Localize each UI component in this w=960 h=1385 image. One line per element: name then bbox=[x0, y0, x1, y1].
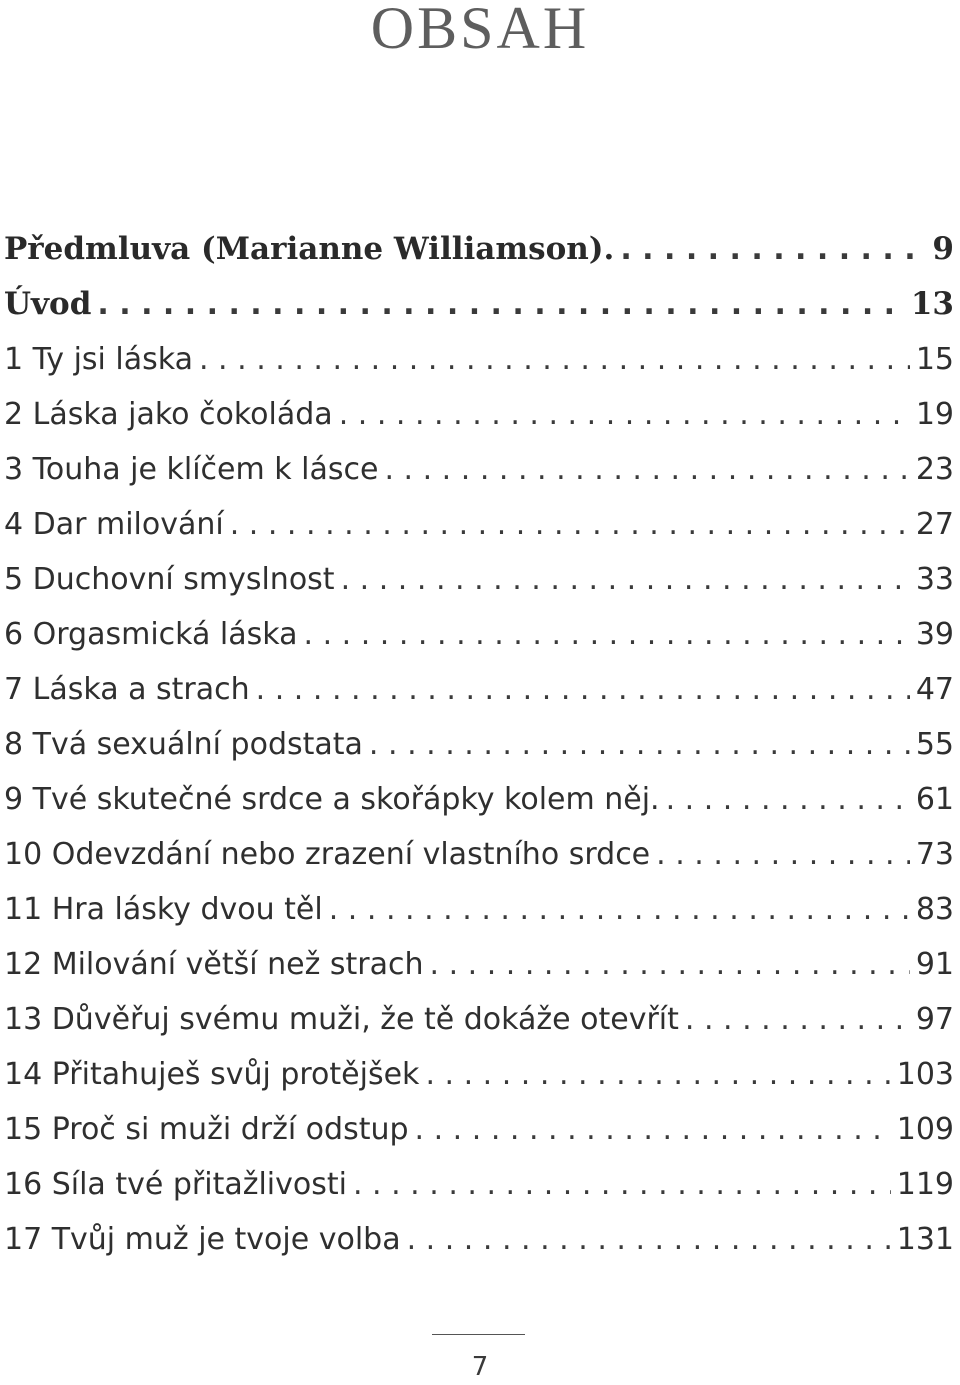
toc-entry-label: 7 Láska a strach bbox=[4, 672, 250, 707]
toc-entry-label: 17 Tvůj muž je tvoje volba bbox=[4, 1222, 401, 1257]
toc-entry-page: 33 bbox=[915, 562, 954, 597]
toc-leader-dots bbox=[339, 387, 910, 442]
toc-entry-label: 10 Odevzdání nebo zrazení vlastního srdce bbox=[4, 837, 651, 872]
toc-entry-page: 109 bbox=[896, 1112, 954, 1147]
toc-entry-chapter-9[interactable] bbox=[4, 772, 954, 827]
toc-entry-chapter-6[interactable] bbox=[4, 607, 954, 662]
toc-entry-page: 55 bbox=[915, 727, 954, 762]
toc-leader-dots bbox=[656, 827, 910, 882]
toc-leader-dots bbox=[230, 497, 910, 552]
toc-entry-page: 119 bbox=[896, 1167, 954, 1202]
toc-leader-dots bbox=[430, 937, 910, 992]
toc-leader-dots bbox=[384, 442, 909, 497]
toc-entry-label: 11 Hra lásky dvou těl bbox=[4, 892, 323, 927]
toc-entry-chapter-10[interactable] bbox=[4, 827, 954, 882]
toc-entry-chapter-4[interactable] bbox=[4, 497, 954, 552]
toc-leader-dots bbox=[425, 1047, 890, 1102]
toc-entry-page: 91 bbox=[915, 947, 954, 982]
toc-entry-page: 83 bbox=[915, 892, 954, 927]
table-of-contents bbox=[4, 222, 954, 1267]
toc-entry-page: 23 bbox=[915, 452, 954, 487]
toc-entry-chapter-7[interactable] bbox=[4, 662, 954, 717]
toc-leader-dots bbox=[415, 1102, 891, 1157]
toc-entry-page: 61 bbox=[915, 782, 954, 817]
toc-entry-page: 19 bbox=[915, 397, 954, 432]
page-title: OBSAH bbox=[370, 0, 590, 61]
toc-entry-chapter-3[interactable] bbox=[4, 442, 954, 497]
toc-entry-label: 5 Duchovní smyslnost bbox=[4, 562, 335, 597]
toc-leader-dots bbox=[407, 1212, 891, 1267]
toc-entry-chapter-12[interactable] bbox=[4, 937, 954, 992]
toc-entry-label: Úvod bbox=[4, 286, 92, 322]
toc-entry-chapter-13[interactable] bbox=[4, 992, 954, 1047]
toc-entry-chapter-8[interactable] bbox=[4, 717, 954, 772]
toc-entry-introduction[interactable] bbox=[4, 277, 954, 332]
toc-entry-label: 6 Orgasmická láska bbox=[4, 617, 298, 652]
toc-entry-page: 97 bbox=[915, 1002, 954, 1037]
page-number: 7 bbox=[471, 1352, 489, 1382]
toc-entry-label: 12 Milování větší než strach bbox=[4, 947, 424, 982]
toc-leader-dots bbox=[304, 607, 910, 662]
toc-entry-chapter-11[interactable] bbox=[4, 882, 954, 937]
toc-entry-page: 131 bbox=[896, 1222, 954, 1257]
toc-leader-dots bbox=[620, 222, 926, 277]
toc-entry-label: 1 Ty jsi láska bbox=[4, 342, 193, 377]
toc-leader-dots bbox=[329, 882, 910, 937]
toc-entry-page: 73 bbox=[915, 837, 954, 872]
toc-entry-label: Předmluva (Marianne Williamson). bbox=[4, 231, 615, 267]
toc-entry-label: 15 Proč si muži drží odstup bbox=[4, 1112, 409, 1147]
toc-entry-page: 9 bbox=[932, 231, 954, 267]
toc-entry-chapter-5[interactable] bbox=[4, 552, 954, 607]
toc-entry-label: 13 Důvěřuj svému muži, že tě dokáže otevřít bbox=[4, 1002, 679, 1037]
toc-entry-label: 9 Tvé skutečné srdce a skořápky kolem něj. bbox=[4, 782, 660, 817]
toc-entry-chapter-15[interactable] bbox=[4, 1102, 954, 1157]
toc-entry-chapter-14[interactable] bbox=[4, 1047, 954, 1102]
toc-entry-chapter-17[interactable] bbox=[4, 1212, 954, 1267]
toc-entry-page: 103 bbox=[896, 1057, 954, 1092]
toc-entry-label: 8 Tvá sexuální podstata bbox=[4, 727, 363, 762]
toc-entry-page: 39 bbox=[915, 617, 954, 652]
toc-entry-page: 47 bbox=[915, 672, 954, 707]
toc-leader-dots bbox=[341, 552, 910, 607]
toc-entry-chapter-16[interactable] bbox=[4, 1157, 954, 1212]
toc-entry-label: 3 Touha je klíčem k lásce bbox=[4, 452, 379, 487]
toc-entry-chapter-1[interactable] bbox=[4, 332, 954, 387]
toc-entry-preface[interactable] bbox=[4, 222, 954, 277]
toc-entry-label: 16 Síla tvé přitažlivosti bbox=[4, 1167, 347, 1202]
footer-divider bbox=[432, 1334, 525, 1335]
toc-leader-dots bbox=[353, 1157, 891, 1212]
toc-entry-page: 27 bbox=[915, 507, 954, 542]
toc-entry-label: 14 Přitahuješ svůj protějšek bbox=[4, 1057, 420, 1092]
toc-entry-chapter-2[interactable] bbox=[4, 387, 954, 442]
toc-leader-dots bbox=[199, 332, 910, 387]
toc-leader-dots bbox=[666, 772, 910, 827]
toc-leader-dots bbox=[97, 277, 904, 332]
toc-entry-page: 13 bbox=[910, 286, 954, 322]
toc-entry-label: 4 Dar milování bbox=[4, 507, 224, 542]
toc-leader-dots bbox=[685, 992, 910, 1047]
toc-leader-dots bbox=[256, 662, 910, 717]
toc-entry-page: 15 bbox=[915, 342, 954, 377]
toc-leader-dots bbox=[369, 717, 910, 772]
toc-entry-label: 2 Láska jako čokoláda bbox=[4, 397, 333, 432]
